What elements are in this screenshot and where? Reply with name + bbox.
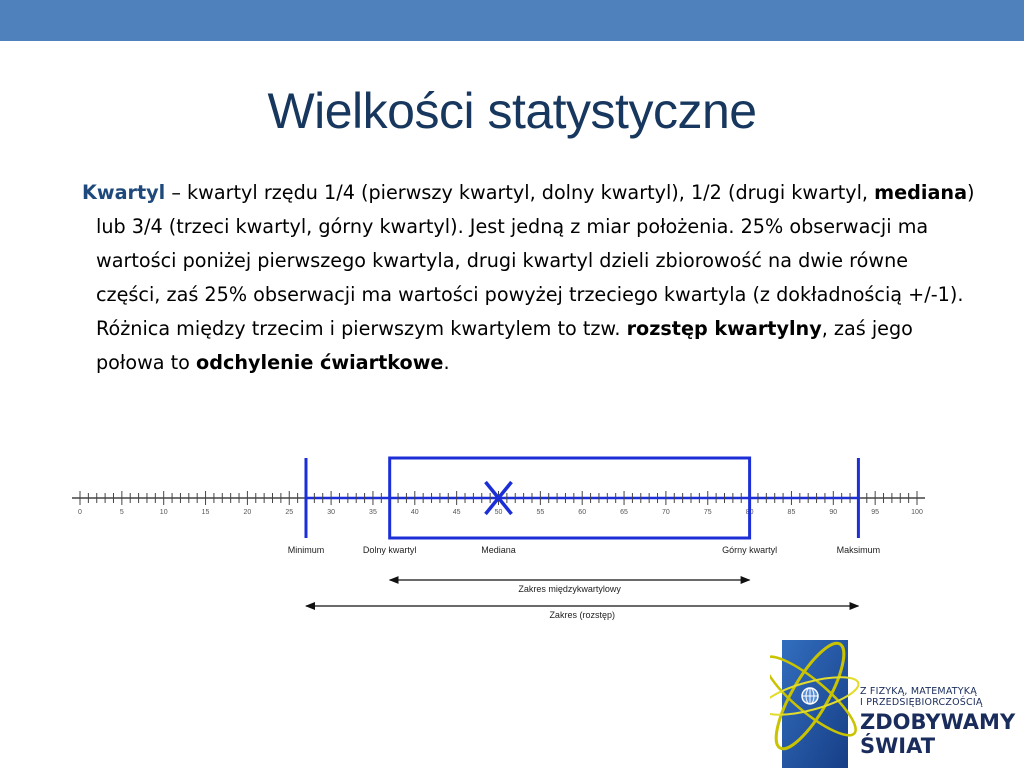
tick-label: 35: [369, 509, 377, 516]
text-segment: ) lub 3/4 (trzeci kwartyl, górny kwartyl). Jest jedną z miar położenia. 25% obserwacji ma wartości poniżej pierwszego kwartyla, drugi kwartyl dzieli zbiorowość na dwie równe części, zaś 25% obserwacji ma wartości powyżej trzeciego kwartyla (z dokładnością +/-1). Różnica między trzecim i pierwszym kwartylem to tzw.: [96, 181, 975, 340]
interquartile-range-label: Zakres międzykwartylowy: [518, 584, 621, 594]
number-axis: [72, 491, 925, 516]
text-segment: – kwartyl rzędu 1/4 (pierwszy kwartyl, dolny kwartyl), 1/2 (drugi kwartyl,: [165, 181, 875, 204]
tick-label: 95: [871, 509, 880, 516]
text-segment: .: [443, 351, 450, 374]
tick-label: 5: [119, 509, 124, 516]
logo-line-1: Z FIZYKĄ, MATEMATYKĄ: [860, 686, 977, 697]
tick-label: 15: [201, 509, 210, 516]
tick-label: 40: [410, 509, 419, 516]
label-median: Mediana: [481, 545, 516, 555]
tick-label: 60: [578, 509, 587, 516]
tick-label: 65: [620, 509, 628, 516]
tick-label: 90: [829, 509, 838, 516]
term-kwartyl: Kwartyl: [82, 181, 166, 204]
top-accent-bar: [0, 0, 1024, 41]
tick-label: 55: [536, 509, 545, 516]
tick-label: 25: [285, 509, 294, 516]
body-paragraph: [78, 176, 976, 380]
tick-label: 70: [662, 509, 670, 516]
text-segment: , zaś jego połowa to: [96, 317, 913, 374]
marker-labels: [288, 545, 880, 555]
tick-label: 45: [452, 509, 461, 516]
logo-line-2: I PRZEDSIĘBIORCZOŚCIĄ: [860, 697, 983, 708]
tick-label: 80: [745, 509, 754, 516]
label-minimum: Minimum: [287, 545, 325, 555]
label-maximum: Maksimum: [836, 545, 881, 555]
logo-line-3: ZDOBYWAMY: [860, 710, 1016, 734]
label-upper-quartile: Górny kwartyl: [722, 545, 778, 555]
term-odchylenie-cwiartkowe: odchylenie ćwiartkowe: [196, 351, 444, 374]
tick-label: 0: [78, 509, 82, 516]
logo-tagline: [860, 686, 983, 708]
tick-label: 50: [494, 509, 503, 516]
box-plot-diagram: [0, 440, 1024, 630]
tick-label: 85: [787, 509, 796, 516]
tick-label: 10: [159, 509, 168, 516]
range-arrows: [306, 580, 858, 620]
tick-label: 75: [703, 509, 712, 516]
range-label: Zakres (rozstęp): [549, 610, 615, 620]
tick-label: 30: [327, 509, 335, 516]
term-mediana: mediana: [874, 181, 968, 204]
slide-title: Wielkości statystyczne: [267, 83, 757, 139]
logo-line-4: ŚWIAT: [860, 734, 936, 758]
term-rozstep-kwartylny: rozstęp kwartylny: [626, 317, 822, 340]
label-lower-quartile: Dolny kwartyl: [362, 545, 417, 555]
tick-label: 20: [243, 509, 252, 516]
tick-label: 100: [911, 509, 923, 516]
